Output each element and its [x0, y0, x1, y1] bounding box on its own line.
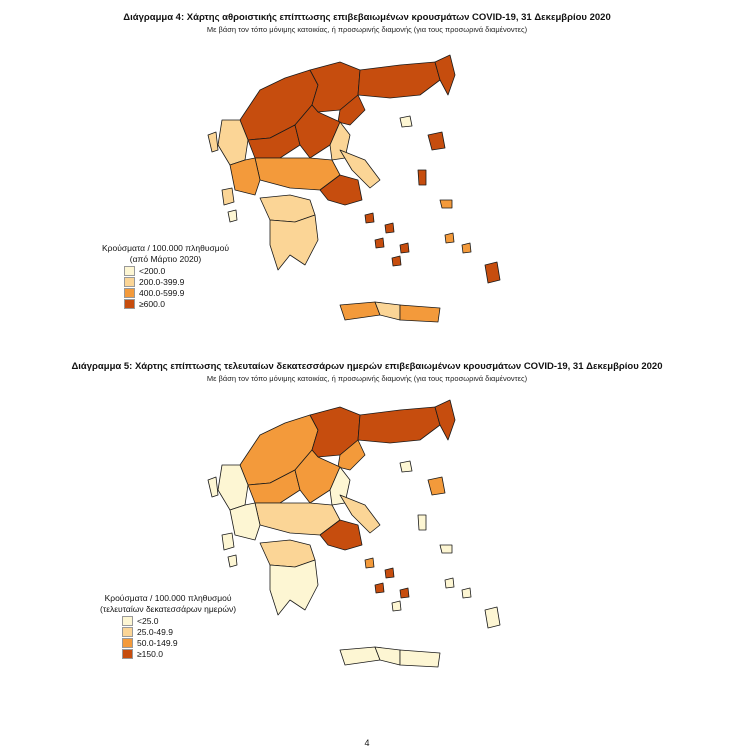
region-cyclades-3	[375, 583, 384, 593]
map1-legend-item: <200.0	[124, 265, 229, 276]
map1-legend-item: 200.0-399.9	[124, 276, 229, 287]
region-cyclades-1	[365, 213, 374, 223]
region-cyclades-2	[385, 568, 394, 578]
region-dodecanese-2	[462, 243, 471, 253]
region-chios	[418, 170, 426, 185]
map1-legend-item: ≥600.0	[124, 298, 229, 309]
region-peloponnese-south	[270, 215, 318, 270]
region-cyclades-1	[365, 558, 374, 568]
region-lemnos	[400, 116, 412, 127]
region-cyclades-3	[375, 238, 384, 248]
region-east-macedonia	[358, 62, 440, 98]
map1-legend	[102, 243, 229, 309]
region-corfu	[208, 477, 218, 497]
region-kefalonia	[222, 188, 234, 205]
region-crete-central	[375, 302, 400, 320]
map2-legend-item: 50.0-149.9	[122, 637, 236, 648]
region-samos	[440, 200, 452, 208]
map2-legend-subtitle: (τελευταίων δεκατεσσάρων ημερών)	[100, 604, 237, 614]
map1-title: Διάγραμμα 4: Χάρτης αθροιστικής επίπτωσης επιβεβαιωμένων κρουσμάτων COVID-19, 31 Δεκεμβρίου 2020	[123, 12, 611, 23]
region-cyclades-2	[385, 223, 394, 233]
region-dodecanese-2	[462, 588, 471, 598]
region-crete-west	[340, 302, 380, 320]
region-crete-central	[375, 647, 400, 665]
region-dodecanese-1	[445, 233, 454, 243]
region-chios	[418, 515, 426, 530]
region-zakynthos	[228, 210, 237, 222]
map1-legend-title: Κρούσματα / 100.000 πληθυσμού	[102, 243, 229, 253]
region-cyclades-4	[400, 588, 409, 598]
region-peloponnese-south	[270, 560, 318, 615]
map2-legend-title: Κρούσματα / 100.000 πληθυσμού	[104, 593, 232, 603]
map2-subtitle: Με βάση τον τόπο μόνιμης κατοικίας, ή προσωρινής διαμονής (για τους προσωρινά διαμένοντες)	[206, 374, 528, 383]
map1-subtitle: Με βάση τον τόπο μόνιμης κατοικίας, ή προσωρινής διαμονής (για τους προσωρινά διαμένοντες)	[206, 25, 528, 34]
map1-legend-item: 400.0-599.9	[124, 287, 229, 298]
region-crete-east	[400, 650, 440, 667]
region-corfu	[208, 132, 218, 152]
region-lesvos	[428, 132, 445, 150]
region-cyclades-5	[392, 256, 401, 266]
region-rhodes	[485, 607, 500, 628]
region-lemnos	[400, 461, 412, 472]
map1-legend-subtitle: (από Μάρτιο 2020)	[129, 254, 202, 264]
region-lesvos	[428, 477, 445, 495]
region-cyclades-4	[400, 243, 409, 253]
map2-title: Διάγραμμα 5: Χάρτης επίπτωσης τελευταίων δεκατεσσάρων ημερών επιβεβαιωμένων κρουσμάτων COVID-19, 31 Δεκεμβρίου 2020	[71, 361, 663, 372]
region-dodecanese-1	[445, 578, 454, 588]
map2-legend-item: <25.0	[122, 615, 236, 626]
region-east-macedonia	[358, 407, 440, 443]
region-rhodes	[485, 262, 500, 283]
map2-legend	[100, 593, 236, 659]
region-crete-east	[400, 305, 440, 322]
map2-greece-map	[200, 385, 520, 685]
region-samos	[440, 545, 452, 553]
map2-legend-item: 25.0-49.9	[122, 626, 236, 637]
region-western-greece	[230, 158, 260, 195]
map1-greece-map	[200, 40, 520, 340]
region-kefalonia	[222, 533, 234, 550]
region-crete-west	[340, 647, 380, 665]
region-zakynthos	[228, 555, 237, 567]
page-number: 4	[364, 738, 370, 748]
map2-legend-item: ≥150.0	[122, 648, 236, 659]
region-cyclades-5	[392, 601, 401, 611]
region-western-greece	[230, 503, 260, 540]
